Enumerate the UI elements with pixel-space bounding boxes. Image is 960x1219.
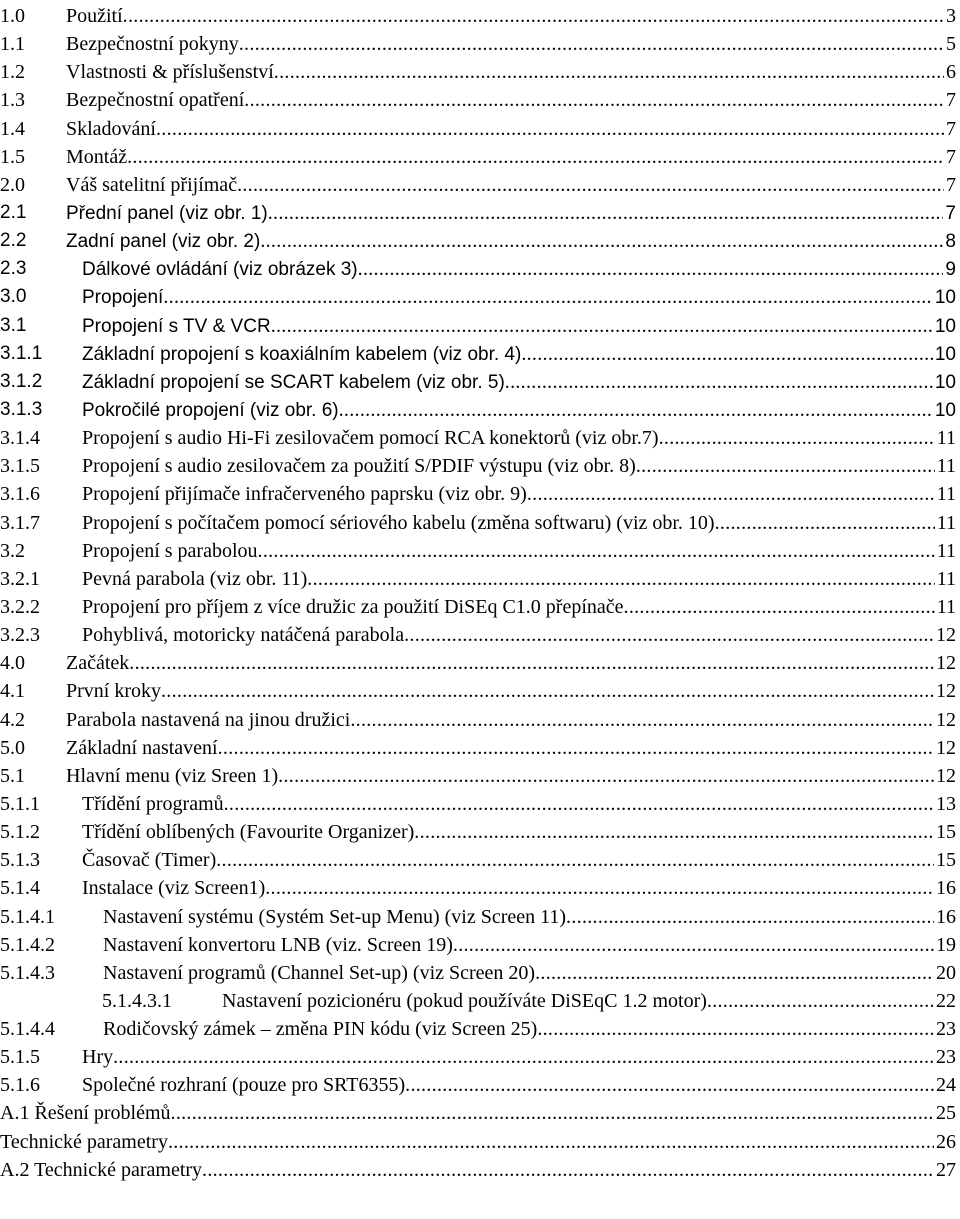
- toc-entry-number: 1.3: [0, 89, 25, 112]
- toc-entry-number: 3.1.2: [0, 370, 43, 392]
- toc-entry-title: Třídění programů: [82, 792, 224, 815]
- toc-entry-number: 5.1: [0, 764, 25, 787]
- toc-entry-number: 3.2.2: [0, 595, 40, 618]
- toc-entry-page: 27: [936, 1158, 956, 1181]
- toc-entry-title: Pokročilé propojení (viz obr. 6): [82, 399, 339, 421]
- toc-dot-leader: [265, 874, 934, 902]
- toc-entry-title: Propojení: [82, 287, 164, 309]
- toc-entry-page: 10: [934, 399, 956, 421]
- toc-entry-number: 5.1.4.2: [0, 933, 55, 956]
- toc-entry-title: Nastavení pozicionéru (pokud používáte DiSEqC 1.2 motor): [222, 989, 707, 1012]
- toc-entry[interactable]: [0, 1043, 960, 1071]
- toc-entry-number: 2.1: [0, 201, 27, 223]
- toc-entry-page: 3: [946, 5, 956, 27]
- toc-entry-line: [82, 368, 956, 397]
- toc-entry-number: 5.1.2: [0, 821, 40, 844]
- toc-dot-leader: [505, 368, 933, 396]
- toc-entry-line: [66, 762, 956, 790]
- toc-entry-number: 3.1.5: [0, 455, 40, 478]
- toc-entry-page: 11: [936, 595, 956, 618]
- toc-entry-page: 9: [945, 259, 956, 281]
- toc-entry-line: [0, 1128, 956, 1156]
- toc-entry-number: 5.1.6: [0, 1074, 40, 1097]
- toc-entry-title: Skladování: [66, 117, 156, 140]
- toc-entry-line: [103, 903, 956, 931]
- toc-entry-number: 5.1.1: [0, 792, 40, 815]
- toc-entry-number: 2.2: [0, 230, 27, 252]
- toc-entry-page: 7: [946, 173, 956, 196]
- toc-entry-title: Přední panel (viz obr. 1): [66, 202, 268, 224]
- toc-entry-line: [82, 283, 956, 312]
- toc-entry-title: Propojení s audio Hi-Fi zesilovačem pomocí RCA konektorů (viz obr.7): [82, 427, 659, 450]
- toc-entry-number: 3.0: [0, 286, 27, 308]
- toc-entry[interactable]: [0, 874, 960, 902]
- toc-entry[interactable]: [0, 537, 960, 565]
- toc-dot-leader: [113, 1043, 934, 1071]
- toc-entry-title: Třídění oblíbených (Favourite Organizer): [82, 821, 415, 844]
- toc-dot-leader: [168, 1128, 934, 1156]
- toc-entry-number: 4.1: [0, 680, 25, 703]
- toc-entry-line: [82, 255, 956, 284]
- toc-entry[interactable]: [0, 987, 960, 1015]
- toc-dot-leader: [237, 171, 944, 199]
- toc-entry-number: 4.0: [0, 652, 25, 675]
- toc-dot-leader: [218, 734, 934, 762]
- toc-entry-line: [82, 593, 956, 621]
- toc-entry-number: 5.1.3: [0, 849, 40, 872]
- toc-entry-line: [82, 1071, 956, 1099]
- toc-dot-leader: [405, 1071, 934, 1099]
- toc-entry[interactable]: [0, 2, 960, 30]
- toc-entry-page: 7: [945, 202, 956, 224]
- toc-entry-number: 1.4: [0, 117, 25, 140]
- toc-entry-number: 1.5: [0, 145, 25, 168]
- toc-entry-title: Základní nastavení: [66, 736, 218, 759]
- toc-dot-leader: [636, 452, 935, 480]
- toc-entry-line: [82, 452, 956, 480]
- toc-entry-number: 1.0: [0, 5, 25, 27]
- toc-entry-number: 5.1.4: [0, 877, 40, 900]
- toc-entry-number: 5.1.5: [0, 1046, 40, 1069]
- toc-dot-leader: [127, 143, 944, 171]
- toc-entry-number: 3.2.3: [0, 624, 40, 647]
- toc-entry-page: 24: [936, 1074, 956, 1097]
- toc-entry-line: [66, 227, 956, 256]
- toc-entry-number: 1.2: [0, 61, 25, 84]
- toc-entry-title: Technické parametry: [0, 1130, 168, 1153]
- toc-entry[interactable]: [0, 30, 960, 58]
- toc-dot-leader: [453, 931, 934, 959]
- toc-dot-leader: [274, 58, 944, 86]
- toc-entry-number: 3.1.3: [0, 398, 43, 420]
- toc-dot-leader: [268, 199, 944, 227]
- toc-dot-leader: [659, 424, 935, 452]
- toc-entry-page: 6: [946, 61, 956, 84]
- toc-entry[interactable]: [0, 171, 960, 199]
- toc-entry-title: Nastavení systému (Systém Set-up Menu) (viz Screen 11): [103, 905, 567, 928]
- toc-dot-leader: [414, 818, 934, 846]
- toc-dot-leader: [171, 1099, 934, 1127]
- toc-entry-page: 7: [946, 145, 956, 168]
- toc-entry-title: Propojení s audio zesilovačem za použití S/PDIF výstupu (viz obr. 8): [82, 455, 636, 478]
- toc-entry-title: Zadní panel (viz obr. 2): [66, 231, 261, 253]
- toc-entry-title: Váš satelitní přijímač: [66, 173, 238, 196]
- toc-entry-number: 4.2: [0, 708, 25, 731]
- toc-entry[interactable]: [0, 227, 960, 255]
- toc-entry-line: [82, 565, 956, 593]
- toc-entry-title: Použití: [66, 5, 123, 27]
- toc-entry-number: 3.2: [0, 539, 25, 562]
- toc-entry-page: 23: [936, 1018, 956, 1041]
- toc-entry-line: [66, 649, 956, 677]
- toc-entry-number: 3.1.6: [0, 483, 40, 506]
- toc-dot-leader: [260, 227, 943, 255]
- toc-dot-leader: [244, 86, 944, 114]
- toc-entry[interactable]: [0, 396, 960, 424]
- toc-entry-line: [0, 1099, 956, 1127]
- toc-entry-line: [82, 424, 956, 452]
- toc-entry-line: [82, 621, 956, 649]
- toc-dot-leader: [307, 565, 934, 593]
- toc-entry[interactable]: [0, 1015, 960, 1043]
- toc-entry-line: [103, 959, 956, 987]
- toc-entry-page: 12: [936, 736, 956, 759]
- toc-entry-title: Nastavení programů (Channel Set-up) (viz Screen 20): [103, 961, 536, 984]
- toc-entry-title: Základní propojení se SCART kabelem (viz obr. 5): [82, 371, 505, 393]
- toc-entry-line: [66, 143, 956, 171]
- toc-entry[interactable]: [0, 509, 960, 537]
- toc-entry[interactable]: [0, 593, 960, 621]
- toc-entry-title: Propojení pro příjem z více družic za použití DiSEq C1.0 přepínače: [82, 595, 624, 618]
- toc-entry-page: 22: [936, 989, 956, 1012]
- toc-dot-leader: [535, 959, 934, 987]
- toc-entry-line: [82, 790, 956, 818]
- toc-entry[interactable]: [0, 340, 960, 368]
- toc-entry[interactable]: [0, 649, 960, 677]
- toc-entry-page: 11: [936, 511, 956, 534]
- toc-entry[interactable]: [0, 959, 960, 987]
- toc-entry-title: Pohyblivá, motoricky natáčená parabola: [82, 624, 405, 647]
- toc-entry[interactable]: [0, 283, 960, 311]
- toc-entry-page: 25: [936, 1102, 956, 1125]
- toc-entry-number: 3.1.4: [0, 427, 40, 450]
- toc-dot-leader: [358, 255, 944, 283]
- toc-dot-leader: [527, 480, 935, 508]
- toc-entry[interactable]: [0, 1128, 960, 1156]
- toc-entry-line: [103, 1015, 956, 1043]
- toc-entry-title: Časovač (Timer): [82, 849, 217, 872]
- toc-entry[interactable]: [0, 452, 960, 480]
- toc-entry[interactable]: [0, 621, 960, 649]
- toc-entry[interactable]: [0, 368, 960, 396]
- toc-entry-page: 11: [936, 539, 956, 562]
- toc-entry-line: [103, 931, 956, 959]
- toc-entry-line: [66, 30, 956, 58]
- toc-entry[interactable]: [0, 565, 960, 593]
- toc-entry-title: Dálkové ovládání (viz obrázek 3): [82, 259, 358, 281]
- toc-entry-line: [82, 1043, 956, 1071]
- toc-entry[interactable]: [0, 734, 960, 762]
- toc-entry-title: Bezpečnostní opatření: [66, 89, 245, 112]
- toc-entry-line: [66, 115, 956, 143]
- toc-entry-title: A.2 Technické parametry: [0, 1158, 203, 1181]
- toc-entry-title: První kroky: [66, 680, 161, 703]
- toc-dot-leader: [216, 846, 934, 874]
- toc-dot-leader: [566, 903, 934, 931]
- toc-entry[interactable]: [0, 818, 960, 846]
- toc-entry-line: [82, 537, 956, 565]
- toc-entry-title: Základní propojení s koaxiálním kabelem (viz obr. 4): [82, 343, 522, 365]
- toc-dot-leader: [707, 987, 934, 1015]
- toc-entry-title: Hlavní menu (viz Sreen 1): [66, 764, 279, 787]
- toc-entry-number: 1.1: [0, 33, 25, 56]
- toc-entry-page: 12: [936, 652, 956, 675]
- toc-entry-line: [222, 987, 956, 1015]
- toc-dot-leader: [271, 312, 933, 340]
- toc-dot-leader: [715, 509, 935, 537]
- toc-entry[interactable]: [0, 312, 960, 340]
- toc-entry-number: 5.0: [0, 736, 25, 759]
- toc-entry-number: 5.1.4.4: [0, 1018, 55, 1041]
- toc-entry-number: 3.2.1: [0, 567, 40, 590]
- toc-dot-leader: [258, 537, 935, 565]
- toc-entry-page: 15: [936, 849, 956, 872]
- toc-entry[interactable]: [0, 86, 960, 114]
- toc-entry-page: 7: [946, 89, 956, 112]
- toc-entry[interactable]: [0, 480, 960, 508]
- toc-entry[interactable]: [0, 762, 960, 790]
- toc-entry-line: [66, 677, 956, 705]
- toc-entry-line: [82, 396, 956, 425]
- toc-entry-title: Propojení s TV & VCR: [82, 315, 271, 337]
- toc-entry-line: [66, 199, 956, 228]
- toc-entry-number: 3.1: [0, 314, 27, 336]
- toc-entry-title: A.1 Řešení problémů: [0, 1102, 171, 1125]
- toc-entry[interactable]: [0, 1099, 960, 1127]
- toc-dot-leader: [202, 1156, 934, 1184]
- toc-entry-page: 11: [936, 427, 956, 450]
- toc-entry-page: 19: [936, 933, 956, 956]
- toc-entry-line: [0, 1156, 956, 1184]
- toc-entry-page: 10: [934, 343, 956, 365]
- toc-entry-line: [82, 818, 956, 846]
- toc-entry-page: 10: [934, 371, 956, 393]
- toc-entry-line: [82, 480, 956, 508]
- toc-entry-page: 20: [936, 961, 956, 984]
- toc-entry-title: Vlastnosti & příslušenství: [66, 61, 274, 84]
- toc-dot-leader: [239, 30, 944, 58]
- toc-entry[interactable]: [0, 790, 960, 818]
- toc-entry-title: Bezpečnostní pokyny: [66, 33, 239, 56]
- toc-entry-title: Hry: [82, 1046, 114, 1069]
- toc-entry-number: 3.1.7: [0, 511, 40, 534]
- toc-entry[interactable]: [0, 1156, 960, 1184]
- toc-entry-page: 12: [936, 680, 956, 703]
- toc-entry-title: Společné rozhraní (pouze pro SRT6355): [82, 1074, 406, 1097]
- toc-entry-page: 8: [945, 231, 956, 253]
- toc-entry-page: 7: [946, 117, 956, 140]
- toc-entry-number: 5.1.4.1: [0, 905, 55, 928]
- toc-entry-line: [82, 509, 956, 537]
- toc-entry-title: Začátek: [66, 652, 130, 675]
- toc-entry-page: 12: [936, 624, 956, 647]
- toc-entry-page: 10: [934, 287, 956, 309]
- toc-entry-page: 11: [936, 483, 956, 506]
- toc-entry[interactable]: [0, 846, 960, 874]
- toc-entry[interactable]: [0, 1071, 960, 1099]
- toc-entry-title: Pevná parabola (viz obr. 11): [82, 567, 308, 590]
- toc-entry-number: 2.3: [0, 258, 27, 280]
- toc-entry-page: 11: [936, 567, 956, 590]
- toc-entry-title: Nastavení konvertoru LNB (viz. Screen 19): [103, 933, 453, 956]
- toc-entry[interactable]: [0, 115, 960, 143]
- toc-dot-leader: [624, 593, 935, 621]
- toc-dot-leader: [224, 790, 934, 818]
- toc-entry[interactable]: [0, 903, 960, 931]
- toc-entry-page: 16: [936, 905, 956, 928]
- toc-entry-page: 5: [946, 33, 956, 56]
- toc-dot-leader: [404, 621, 934, 649]
- toc-entry-title: Montáž: [66, 145, 128, 168]
- toc-dot-leader: [339, 396, 933, 424]
- toc-entry-number: 5.1.4.3: [0, 961, 55, 984]
- toc-dot-leader: [156, 115, 944, 143]
- toc-entry-title: Propojení s počítačem pomocí sériového kabelu (změna softwaru) (viz obr. 10): [82, 511, 715, 534]
- toc-entry[interactable]: [0, 58, 960, 86]
- toc-entry-title: Propojení přijímače infračerveného paprsku (viz obr. 9): [82, 483, 527, 506]
- toc-entry-line: [82, 874, 956, 902]
- toc-entry-number: 2.0: [0, 173, 25, 196]
- toc-entry-page: 13: [936, 792, 956, 815]
- toc-entry-page: 11: [936, 455, 956, 478]
- toc-dot-leader: [278, 762, 934, 790]
- toc-entry-page: 15: [936, 821, 956, 844]
- toc-dot-leader: [537, 1015, 934, 1043]
- toc-entry-line: [82, 846, 956, 874]
- toc-entry-title: Parabola nastavená na jinou družici: [66, 708, 351, 731]
- toc-entry-line: [66, 171, 956, 199]
- toc-entry-number: 3.1.1: [0, 342, 43, 364]
- toc-entry-line: [66, 58, 956, 86]
- toc-entry-page: 16: [936, 877, 956, 900]
- toc-entry-number: 5.1.4.3.1: [102, 989, 172, 1012]
- toc-entry-line: [66, 86, 956, 114]
- toc-entry-line: [66, 2, 956, 30]
- toc-entry-line: [82, 312, 956, 341]
- toc-entry[interactable]: [0, 255, 960, 283]
- toc-entry[interactable]: [0, 706, 960, 734]
- toc-entry-page: 12: [936, 764, 956, 787]
- toc-entry-title: Propojení s parabolou: [82, 539, 258, 562]
- toc-entry-page: 23: [936, 1046, 956, 1069]
- toc-entry[interactable]: [0, 199, 960, 227]
- toc-entry-title: Rodičovský zámek – změna PIN kódu (viz Screen 25): [103, 1018, 538, 1041]
- toc-entry-page: 26: [936, 1130, 956, 1153]
- toc-entry-line: [66, 706, 956, 734]
- toc-entry[interactable]: [0, 424, 960, 452]
- toc-entry[interactable]: [0, 931, 960, 959]
- toc-dot-leader: [129, 649, 934, 677]
- toc-entry-line: [66, 734, 956, 762]
- toc-entry[interactable]: [0, 677, 960, 705]
- toc-entry-page: 12: [936, 708, 956, 731]
- toc-entry[interactable]: [0, 143, 960, 171]
- toc-dot-leader: [350, 706, 934, 734]
- toc-entry-title: Instalace (viz Screen1): [82, 877, 266, 900]
- toc-dot-leader: [163, 283, 933, 311]
- toc-dot-leader: [161, 677, 934, 705]
- toc-dot-leader: [123, 2, 944, 30]
- toc-entry-page: 10: [934, 315, 956, 337]
- toc-dot-leader: [521, 340, 933, 368]
- toc-entry-line: [82, 340, 956, 369]
